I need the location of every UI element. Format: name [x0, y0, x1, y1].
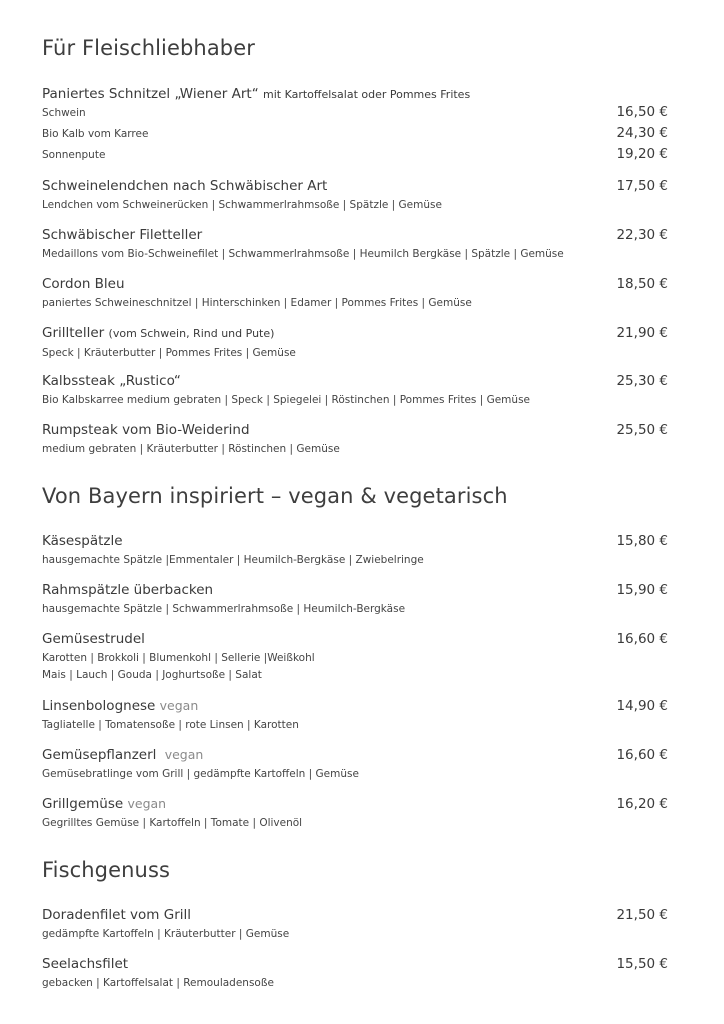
section-title-vegetarisch: Von Bayern inspiriert – vegan & vegetarisch [42, 484, 508, 508]
item-price: 25,50 € [616, 422, 668, 438]
menu-item [42, 582, 668, 617]
item-name: Linsenbolognese [42, 698, 156, 714]
section-title-fisch: Fischgenuss [42, 858, 171, 882]
menu-item-schnitzel [42, 86, 668, 103]
item-price: 16,60 € [616, 747, 668, 763]
item-name: Schwäbischer Filetteller [42, 227, 203, 243]
variant-label: Bio Kalb vom Karree [42, 128, 149, 140]
item-description: hausgemachte Spätzle |Emmentaler | Heumilch-Bergkäse | Zwiebelringe [42, 554, 424, 566]
item-description: Bio Kalbskarree medium gebraten | Speck | Spiegelei | Röstinchen | Pommes Frites | Gemüse [42, 394, 530, 406]
variant-price: 24,30 € [616, 125, 668, 141]
menu-item [42, 907, 668, 942]
menu-item [42, 533, 668, 568]
item-name: Käsespätzle [42, 533, 123, 549]
item-description: paniertes Schweineschnitzel | Hinterschinken | Edamer | Pommes Frites | Gemüse [42, 297, 472, 309]
item-name: Kalbssteak „Rustico“ [42, 373, 181, 389]
item-name: Gemüsestrudel [42, 631, 145, 647]
item-name: Rumpsteak vom Bio-Weiderind [42, 422, 250, 438]
item-name: Schweinelendchen nach Schwäbischer Art [42, 178, 328, 194]
variant-price: 19,20 € [616, 146, 668, 162]
menu-item [42, 227, 668, 262]
menu-item [42, 373, 668, 408]
menu-item [42, 796, 668, 831]
menu-item [42, 178, 668, 213]
variant-label: Sonnenpute [42, 149, 106, 161]
item-description: hausgemachte Spätzle | Schwammerlrahmsoße | Heumilch-Bergkäse [42, 603, 406, 615]
item-name: Grillteller [42, 325, 105, 341]
vegan-tag: vegan [159, 698, 199, 713]
section-title-fleisch: Für Fleischliebhaber [42, 36, 255, 60]
menu-item [42, 747, 668, 782]
item-description: Medaillons vom Bio-Schweinefilet | Schwammerlrahmsoße | Heumilch Bergkäse | Spätzle | Gemüse [42, 248, 564, 260]
item-name: Gemüsepflanzerl [42, 747, 157, 763]
item-price: 21,90 € [616, 325, 668, 341]
variant-row [42, 146, 668, 164]
menu-item [42, 276, 668, 311]
item-name: Seelachsfilet [42, 956, 129, 972]
item-description: Tagliatelle | Tomatensoße | rote Linsen | Karotten [42, 719, 299, 731]
item-name: Rahmspätzle überbacken [42, 582, 214, 598]
item-note: mit Kartoffelsalat oder Pommes Frites [262, 88, 471, 101]
item-price: 22,30 € [616, 227, 668, 243]
item-description: Karotten | Brokkoli | Blumenkohl | Sellerie |Weißkohl [42, 652, 315, 664]
vegan-tag: vegan [164, 747, 204, 762]
item-description: Gemüsebratlinge vom Grill | gedämpfte Kartoffeln | Gemüse [42, 768, 359, 780]
variant-row [42, 104, 668, 122]
item-description: Lendchen vom Schweinerücken | Schwammerlrahmsoße | Spätzle | Gemüse [42, 199, 442, 211]
variant-price: 16,50 € [616, 104, 668, 120]
vegan-tag: vegan [127, 796, 167, 811]
item-price: 21,50 € [616, 907, 668, 923]
menu-item [42, 698, 668, 733]
item-price: 15,90 € [616, 582, 668, 598]
item-name: Grillgemüse [42, 796, 124, 812]
item-price: 25,30 € [616, 373, 668, 389]
variant-row [42, 125, 668, 143]
item-note: (vom Schwein, Rind und Pute) [108, 327, 275, 340]
menu-item [42, 631, 668, 683]
item-price: 15,50 € [616, 956, 668, 972]
item-price: 18,50 € [616, 276, 668, 292]
item-name: Paniertes Schnitzel „Wiener Art“ [42, 86, 259, 102]
item-price: 16,20 € [616, 796, 668, 812]
item-price: 17,50 € [616, 178, 668, 194]
menu-item [42, 956, 668, 991]
menu-item [42, 325, 668, 361]
item-description: gebacken | Kartoffelsalat | Remouladensoße [42, 977, 274, 989]
item-name: Doradenfilet vom Grill [42, 907, 192, 923]
item-description-line2: Mais | Lauch | Gouda | Joghurtsoße | Salat [42, 669, 262, 681]
variant-label: Schwein [42, 107, 86, 119]
item-description: gedämpfte Kartoffeln | Kräuterbutter | Gemüse [42, 928, 290, 940]
item-price: 14,90 € [616, 698, 668, 714]
item-description: Speck | Kräuterbutter | Pommes Frites | Gemüse [42, 347, 296, 359]
item-price: 16,60 € [616, 631, 668, 647]
menu-item [42, 422, 668, 457]
item-description: medium gebraten | Kräuterbutter | Röstinchen | Gemüse [42, 443, 340, 455]
item-description: Gegrilltes Gemüse | Kartoffeln | Tomate | Olivenöl [42, 817, 303, 829]
item-price: 15,80 € [616, 533, 668, 549]
item-name: Cordon Bleu [42, 276, 125, 292]
